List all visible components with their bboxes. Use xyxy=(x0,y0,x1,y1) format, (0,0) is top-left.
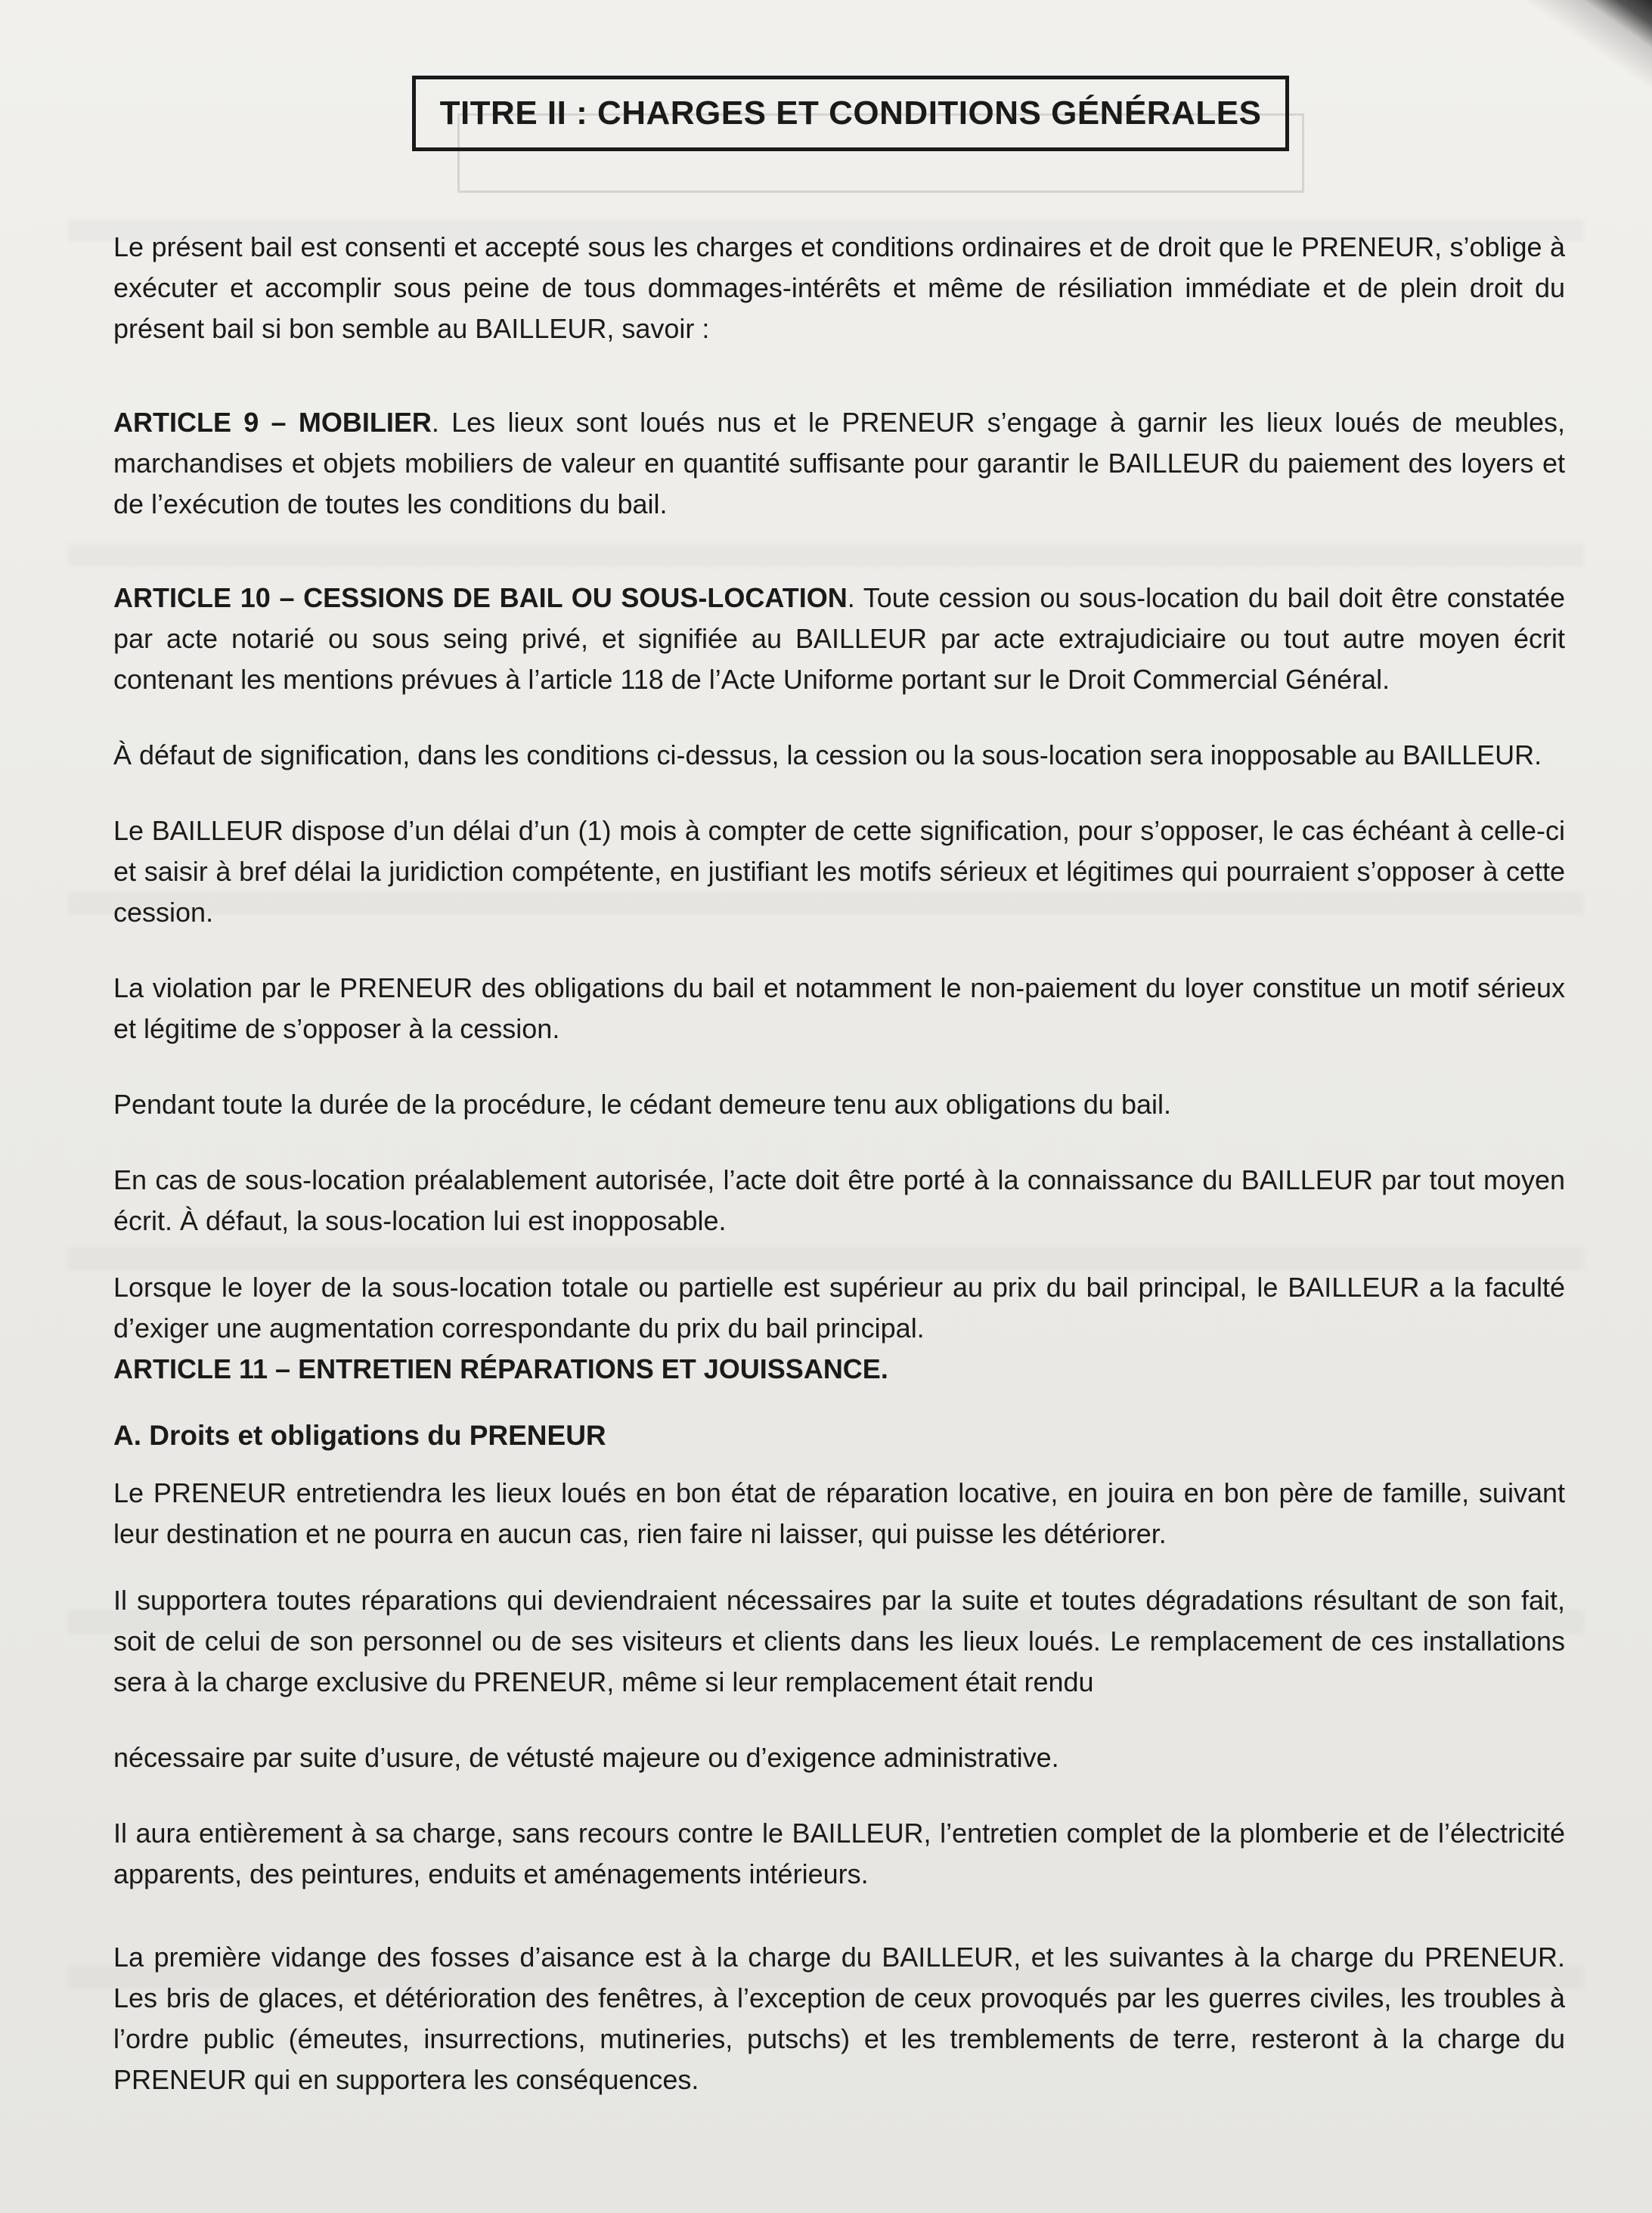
article-11-paragraph: Le PRENEUR entretiendra les lieux loués en bon état de réparation locative, en jouira en bon père de famille, suivant leur destination et ne pourra en aucun cas, rien faire ni laisser, qui puisse les détériorer. xyxy=(113,1477,1565,1549)
article-11-paragraph: Il supportera toutes réparations qui deviendraient nécessaires par la suite et toutes dégradations résultant de son fait, soit de celui de son personnel ou de ses visiteurs et clients dans les lieux loués. Le remplacement de ces installations sera à la charge exclusive du PRENEUR, même si leur remplacement était rendu xyxy=(113,1585,1565,1697)
intro-paragraph: Le présent bail est consenti et accepté sous les charges et conditions ordinaires et de droit que le PRENEUR, s’oblige à exécuter et accomplir sous peine de tous dommages-intérêts et même de résiliation immédiate et de plein droit du présent bail si bon semble au BAILLEUR, savoir : xyxy=(113,231,1565,344)
article-9-text: . Les lieux sont loués nus et le PRENEUR s’engage à garnir les lieux loués de meubles, marchandises et objets mobiliers de valeur en quantité suffisante pour garantir le BAILLEUR du paiement des loyers et de l’exécution de toutes les conditions du bail. xyxy=(113,407,1566,519)
page-corner-shadow xyxy=(1501,0,1652,197)
article-9 xyxy=(113,402,1565,525)
article-11-section-a-heading: A. Droits et obligations du PRENEUR xyxy=(113,1420,606,1451)
article-11-paragraph: Il aura entièrement à sa charge, sans recours contre le BAILLEUR, l’entretien complet de la plomberie et de l’électricité apparents, des peintures, enduits et aménagements intérieurs. xyxy=(113,1818,1565,1889)
article-9-heading: ARTICLE 9 – MOBILIER xyxy=(113,407,432,438)
article-11-paragraph: La première vidange des fosses d’aisance est à la charge du BAILLEUR, et les suivantes à la charge du PRENEUR. Les bris de glaces, et détérioration des fenêtres, à l’exception de ceux provoqués par les guerres civiles, les troubles à l’ordre public (émeutes, insurrections, mutineries, putschs) et les tremblements de terre, resteront à la charge du PRENEUR qui en supportera les conséquences. xyxy=(113,1942,1565,2095)
article-10-heading: ARTICLE 10 – CESSIONS DE BAIL OU SOUS-LOCATION xyxy=(113,582,848,613)
article-10-paragraph: La violation par le PRENEUR des obligations du bail et notamment le non-paiement du loyer constitue un motif sérieux et légitime de s’opposer à la cession. xyxy=(113,972,1565,1044)
article-10 xyxy=(113,578,1565,700)
article-10-paragraph: Pendant toute la durée de la procédure, le cédant demeure tenu aux obligations du bail. xyxy=(113,1089,1171,1120)
article-10-paragraph: Lorsque le loyer de la sous-location totale ou partielle est supérieur au prix du bail principal, le BAILLEUR a la faculté d’exiger une augmentation correspondante du prix du bail principal. xyxy=(113,1272,1565,1344)
page-title xyxy=(412,76,1289,151)
article-10-text: . Toute cession ou sous-location du bail doit être constatée par acte notarié ou sous seing privé, et signifiée au BAILLEUR par acte extrajudiciaire ou tout autre moyen écrit contenant les mentions prévues à l’article 118 de l’Acte Uniforme portant sur le Droit Commercial Général. xyxy=(113,582,1565,695)
document-body xyxy=(113,227,1565,2100)
article-10-paragraph: À défaut de signification, dans les conditions ci-dessus, la cession ou la sous-location sera inopposable au BAILLEUR. xyxy=(113,739,1542,770)
article-11-paragraph: nécessaire par suite d’usure, de vétusté majeure ou d’exigence administrative. xyxy=(113,1742,1059,1773)
page-title-text: TITRE II : CHARGES ET CONDITIONS GÉNÉRALES xyxy=(439,95,1262,132)
article-10-paragraph: En cas de sous-location préalablement autorisée, l’acte doit être porté à la connaissance du BAILLEUR par tout moyen écrit. À défaut, la sous-location lui est inopposable. xyxy=(113,1164,1565,1236)
article-10-paragraph: Le BAILLEUR dispose d’un délai d’un (1) mois à compter de cette signification, pour s’opposer, le cas échéant à celle-ci et saisir à bref délai la juridiction compétente, en justifiant les motifs sérieux et légitimes qui pourraient s’opposer à cette cession. xyxy=(113,815,1565,928)
article-11-heading: ARTICLE 11 – ENTRETIEN RÉPARATIONS ET JOUISSANCE. xyxy=(113,1353,888,1384)
